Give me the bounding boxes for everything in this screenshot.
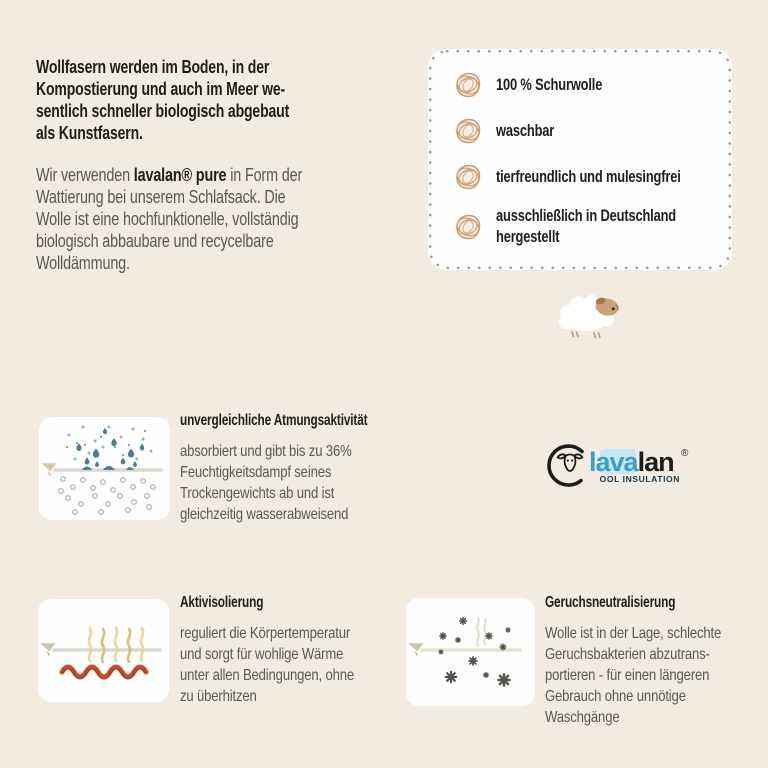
feature-body-line: Trockengewichts ab und ist (180, 485, 335, 502)
lavalan-logo (543, 438, 695, 492)
feature-title: Geruchsneutralisierung (545, 594, 676, 611)
benefit-item (453, 200, 732, 254)
wool-ball-icon (453, 70, 483, 100)
wool-ball-icon (453, 116, 483, 146)
registered-mark: ® (681, 448, 689, 459)
benefits-box (428, 49, 732, 270)
wool-ball-icon (453, 212, 483, 242)
feature-body-line: portieren - für einen längeren (545, 667, 710, 684)
feature-card (38, 599, 169, 702)
intro-headline-line: Kompostierung und auch im Meer we- (36, 79, 286, 99)
wool-ball-icon (453, 162, 483, 192)
feature-body-line: gleichzeitig wasserabweisend (180, 506, 349, 523)
intro-headline-line: Wollfasern werden im Boden, in der (36, 57, 270, 77)
feature-body-line: und sorgt für wohlige Wärme (180, 646, 344, 663)
intro-body-line: biologisch abbaubare und recycelbare (36, 231, 274, 251)
feature-body-line: zu überhitzen (180, 688, 257, 705)
intro-body-line: Wolldämmung. (36, 253, 130, 273)
feature-body-line: Waschgänge (545, 709, 620, 726)
intro-body-text: Wir verwenden (36, 165, 134, 185)
feature-body-line: Gebrauch ohne unnötige (545, 688, 686, 705)
intro-body-line: Wattierung bei unserem Schlafsack. Die (36, 187, 286, 207)
feature-text-block (180, 593, 392, 707)
moisture-absorption-icon (39, 417, 170, 520)
feature-body-line: Geruchsbakterien abzutrans- (545, 646, 710, 663)
intro-headline-line: sentlich schneller biologisch abgebaut (36, 101, 290, 121)
intro-body-text: in Form der (226, 165, 303, 185)
intro-body-line (36, 164, 302, 186)
feature-body-line: unter allen Bedingungen, ohne (180, 667, 354, 684)
feature-body-line: Wolle ist in der Lage, schlechte (545, 625, 722, 642)
sheep-illustration (552, 293, 626, 339)
feature-text-block (545, 593, 760, 728)
benefit-item (453, 154, 732, 200)
benefit-label: waschbar (496, 121, 555, 140)
feature-card (39, 417, 170, 520)
intro-body (36, 164, 369, 274)
benefit-label: tierfreundlich und mulesingfrei (496, 167, 681, 186)
lavalan-pure-bold: lavalan® pure (133, 165, 227, 185)
lavalan-subtitle: OOL INSULATION (599, 474, 680, 484)
feature-text-block (180, 411, 433, 525)
feature-title: Aktivisolierung (180, 594, 264, 611)
feature-body-line: reguliert die Körpertemperatur (180, 625, 351, 642)
odor-neutralization-icon (406, 598, 535, 706)
heat-regulation-icon (38, 599, 169, 702)
feature-card (406, 598, 535, 706)
benefit-label: ausschließlich in Deutschland (496, 207, 676, 225)
intro-body-line: Wolle ist eine hochfunktionelle, vollständig (36, 209, 299, 229)
lavalan-wordmark: lavalan (589, 447, 674, 477)
intro-headline (36, 56, 360, 144)
benefit-label: hergestellt (496, 228, 560, 246)
intro-headline-line: als Kunstfasern. (36, 123, 143, 143)
feature-body-line: absorbiert und gibt bis zu 36% (180, 443, 352, 460)
feature-body-line: Feuchtigkeitsdampf seines (180, 464, 332, 481)
benefit-item (453, 62, 732, 108)
feature-title: unvergleichliche Atmungsaktivität (180, 412, 368, 429)
benefit-item (453, 108, 732, 154)
lavalan-sheep-mark (549, 446, 583, 485)
benefit-label: 100 % Schurwolle (496, 75, 603, 94)
